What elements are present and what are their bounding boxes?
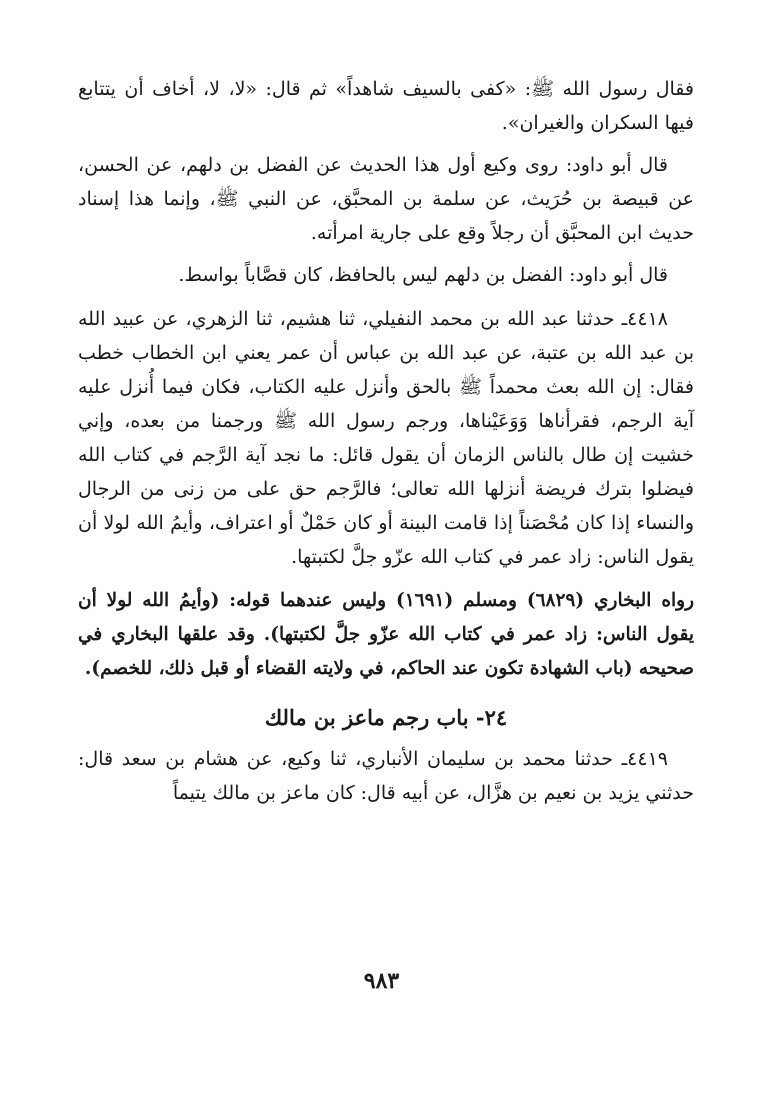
chapter-heading: ٢٤- باب رجم ماعز بن مالك (264, 705, 508, 730)
page-body (78, 72, 694, 810)
takhrij-note: رواه البخاري (٦٨٢٩) ومسلم (١٦٩١) وليس عندهما قوله: (وأيمُ الله لولا أن يقول الناس: زاد عمر في كتاب الله عزّو جلَّ لكتبتها). وقد علقها البخاري في صحيحه (باب الشهادة تكون عند الحاكم، في ولايته القضاء أو قبل ذلك، للخصم). (78, 590, 695, 679)
hadith-4419-paragraph: ٤٤١٩ـ حدثنا محمد بن سليمان الأنباري، ثنا وكيع، عن هشام بن سعد قال: حدثني يزيد بن نعيم بن هزَّال، عن أبيه قال: كان ماعز بن مالك يتيماً (78, 748, 694, 804)
hadith-continuation-paragraph: فقال رسول الله ﷺ: «كفى بالسيف شاهداً» ثم قال: «لا، لا، أخاف أن يتتابع فيها السكران والغيران». (78, 78, 694, 134)
abu-dawud-narrator-note: قال أبو داود: الفضل بن دلهم ليس بالحافظ، كان قصَّاباً بواسط. (178, 264, 668, 286)
abu-dawud-comment-paragraph: قال أبو داود: روى وكيع أول هذا الحديث عن الفضل بن دلهم، عن الحسن، عن قبيصة بن حُرَيث، عن سلمة بن المحبَّق، عن النبي ﷺ، وإنما هذا إسناد حديث ابن المحبَّق أن رجلاً وقع على جارية امرأته. (78, 154, 694, 244)
page-number: ٩٨٣ (363, 968, 400, 994)
hadith-4418-paragraph: ٤٤١٨ـ حدثنا عبد الله بن محمد النفيلي، ثنا هشيم، ثنا الزهري، عن عبيد الله بن عبد الله بن عتبة، عن عبد الله بن عباس أن عمر يعني ابن الخطاب خطب فقال: إن الله بعث محمداً ﷺ بالحق وأنزل عليه الكتاب، فكان فيما أُنزل عليه آية الرجم، فقرأناها وَوَعَيْناها، ورجم رسول الله ﷺ ورجمنا من بعده، وإني خشيت إن طال بالناس الزمان أن يقول قائل: ما نجد آية الرَّجم في كتاب الله فيضلوا بترك فريضة أنزلها الله تعالى؛ فالرَّجم حق على من زنى من الرجال والنساء إذا كان مُحْصَناً إذا قامت البينة أو كان حَمْلٌ أو اعتراف، وأيمُ الله لولا أن يقول الناس: زاد عمر في كتاب الله عزّو جلَّ لكتبتها. (78, 308, 695, 568)
